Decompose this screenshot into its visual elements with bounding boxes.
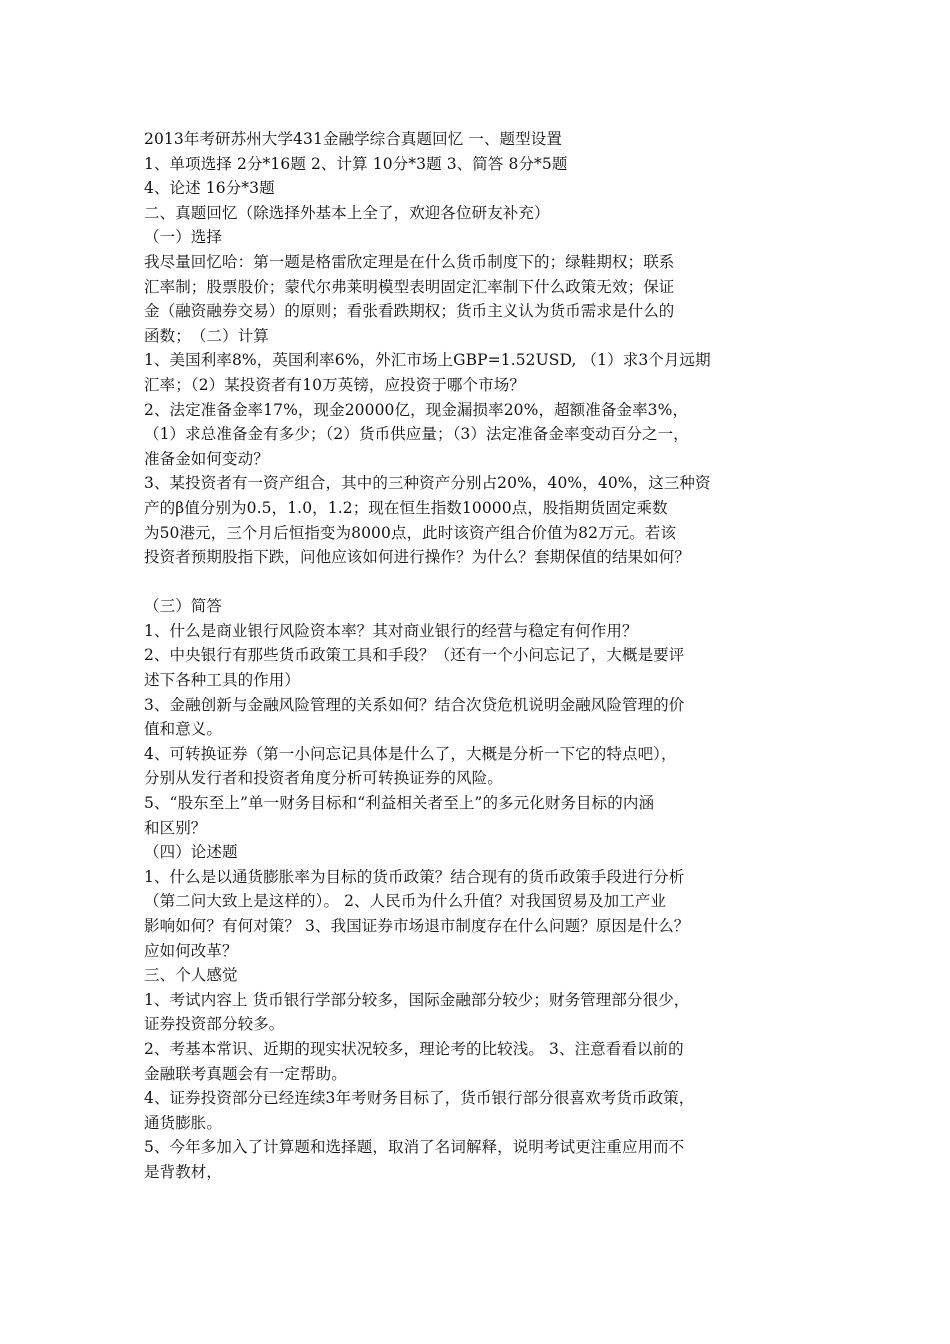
text-line: 2、考基本常识、近期的现实状况较多，理论考的比较浅。 3、注意看看以前的 [144,1039,684,1058]
text-line: 函数； （二）计算 [144,326,269,345]
text-line: 分别从发行者和投资者角度分析可转换证券的风险。 [144,769,503,788]
text-line: 通货膨胀。 [144,1113,223,1132]
title-line: 2013年考研苏州大学431金融学综合真题回忆 一、题型设置 [144,130,562,148]
text-line: 1、什么是以通货膨胀率为目标的货币政策？结合现有的货币政策手段进行分析 [144,867,685,886]
text-line: 为50港元，三个月后恒指变为8000点，此时该资产组合价值为82万元。若该 [144,523,677,542]
text-line: 5、今年多加入了计算题和选择题，取消了名词解释，说明考试更注重应用而不 [144,1138,685,1157]
text-line: 2、法定准备金率17%，现金20000亿，现金漏损率20%，超额准备金率3%， [144,400,689,419]
document-body [144,127,824,1185]
text-line: 4、论述 16分*3题 [144,179,275,198]
text-line: 1、什么是商业银行风险资本率？其对商业银行的经营与稳定有何作用？ [144,621,638,640]
text-line: 准备金如何变动？ [144,449,269,468]
text-line: 应如何改革？ [144,941,238,960]
text-line: 产的β值分别为0.5，1.0，1.2；现在恒生指数10000点，股指期货固定乘数 [144,498,668,517]
text-line: 4、可转换证券（第一小问忘记具体是什么了，大概是分析一下它的特点吧）， [144,744,677,763]
text-line: 2、中央银行有那些货币政策工具和手段？（还有一个小问忘记了，大概是要评 [144,646,685,665]
text-line: （1）求总准备金有多少；（2）货币供应量；（3）法定准备金率变动百分之一， [144,425,689,444]
text-line: 金融联考真题会有一定帮助。 [144,1064,347,1083]
subsection-heading: （一）选择 [144,228,223,247]
text-line: 1、考试内容上 货币银行学部分较多，国际金融部分较少；财务管理部分很少， [144,990,690,1009]
subsection-heading: （四）论述题 [144,843,238,862]
text-line: 汇率制；股票股价；蒙代尔弗莱明模型表明固定汇率制下什么政策无效；保证 [144,277,675,296]
text-line: 我尽量回忆哈：第一题是格雷欣定理是在什么货币制度下的；绿鞋期权；联系 [144,252,675,271]
text-line: 和区别？ [144,818,207,837]
text-line: 4、证券投资部分已经连续3年考财务目标了，货币银行部分很喜欢考货币政策， [144,1089,695,1108]
section-heading: 三、个人感觉 [144,966,238,985]
text-line: 是背教材， [144,1162,223,1181]
text-line: 3、金融创新与金融风险管理的关系如何？结合次贷危机说明金融风险管理的价 [144,695,685,714]
text-line: （第二问大致上是这样的）。 2、人民币为什么升值？对我国贸易及加工产业 [144,892,667,911]
text-line: 1、单项选择 2分*16题 2、计算 10分*3题 3、简答 8分*5题 [144,154,568,173]
text-line: 证券投资部分较多。 [144,1015,285,1034]
text-line: 1、美国利率8%，英国利率6%，外汇市场上GBP=1.52USD, （1）求3个月远期 [144,351,711,370]
text-line: 述下各种工具的作用） [144,671,301,690]
text-line: 值和意义。 [144,720,223,739]
section-heading: 二、真题回忆（除选择外基本上全了，欢迎各位研友补充） [144,203,550,222]
text-line: 投资者预期股指下跌，问他应该如何进行操作？为什么？套期保值的结果如何？ [144,548,691,567]
text-line: 汇率；（2）某投资者有10万英镑，应投资于哪个市场？ [144,375,525,394]
subsection-heading: （三）简答 [144,597,223,616]
text-line: 5、“股东至上”单一财务目标和“利益相关者至上”的多元化财务目标的内涵 [144,794,655,813]
text-line: 影响如何？有何对策？ 3、我国证券市场退市制度存在什么问题？原因是什么？ [144,917,690,935]
text-line: 金（融资融券交易）的原则；看张看跌期权；货币主义认为货币需求是什么的 [144,302,675,321]
text-line: 3、某投资者有一资产组合，其中的三种资产分别占20%，40%，40%，这三种资 [144,474,711,493]
blank-line [144,570,824,595]
